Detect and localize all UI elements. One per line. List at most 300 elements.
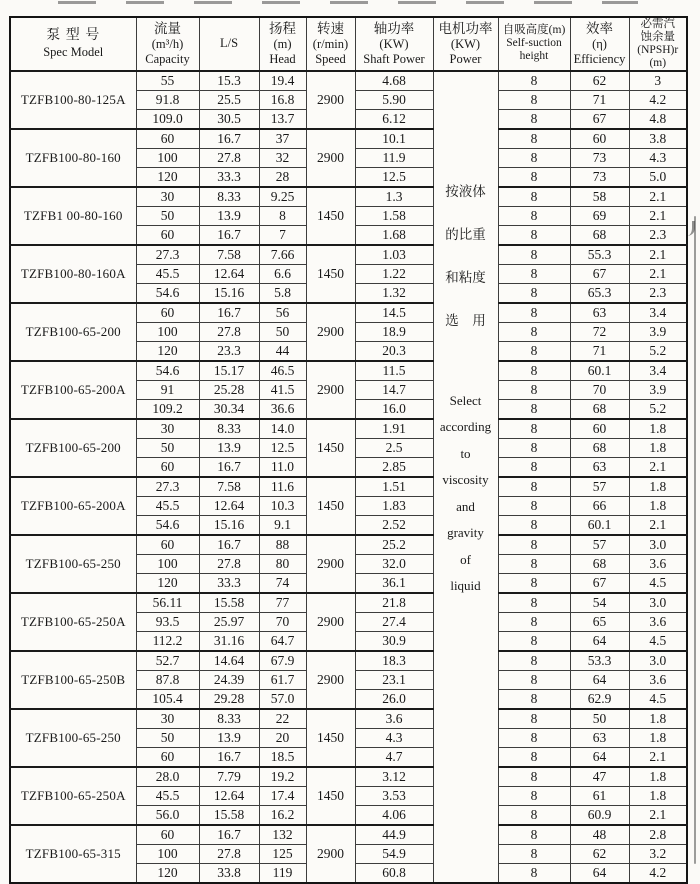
cell-head: 20 <box>259 728 306 747</box>
cell-efficiency: 50 <box>570 709 629 729</box>
cell-efficiency: 60.9 <box>570 805 629 825</box>
cell-capacity: 109.2 <box>136 399 199 419</box>
cell-head: 16.2 <box>259 805 306 825</box>
cell-head: 32 <box>259 148 306 167</box>
cell-self-suction: 8 <box>498 148 570 167</box>
cell-shaft-power: 23.1 <box>355 670 433 689</box>
cell-capacity: 30 <box>136 419 199 439</box>
cell-efficiency: 53.3 <box>570 651 629 671</box>
cell-model: TZFB100-80-160 <box>10 129 136 187</box>
col-header-head <box>259 17 306 71</box>
cell-capacity: 60 <box>136 303 199 323</box>
cell-npsh: 3.2 <box>629 844 687 863</box>
cell-npsh: 2.1 <box>629 515 687 535</box>
cell-self-suction: 8 <box>498 303 570 323</box>
cell-head: 7 <box>259 225 306 245</box>
cell-head: 9.25 <box>259 187 306 207</box>
cell-efficiency: 65.3 <box>570 283 629 303</box>
cell-efficiency: 62.9 <box>570 689 629 709</box>
cell-self-suction: 8 <box>498 573 570 593</box>
cell-head: 9.1 <box>259 515 306 535</box>
cell-self-suction: 8 <box>498 361 570 381</box>
cell-shaft-power: 12.5 <box>355 167 433 187</box>
note-line: liquid <box>450 578 481 593</box>
cell-ls: 24.39 <box>199 670 259 689</box>
cell-npsh: 3 <box>629 71 687 91</box>
note-line: of <box>460 551 471 567</box>
cell-npsh: 3.4 <box>629 303 687 323</box>
cell-speed: 2900 <box>306 825 355 883</box>
cell-ls: 30.5 <box>199 109 259 129</box>
cell-ls: 16.7 <box>199 825 259 845</box>
cell-capacity: 55 <box>136 71 199 91</box>
cell-npsh: 1.8 <box>629 767 687 787</box>
cell-head: 12.5 <box>259 438 306 457</box>
cell-capacity: 52.7 <box>136 651 199 671</box>
cell-efficiency: 63 <box>570 728 629 747</box>
cell-efficiency: 63 <box>570 457 629 477</box>
cell-self-suction: 8 <box>498 805 570 825</box>
cell-self-suction: 8 <box>498 283 570 303</box>
cell-npsh: 3.6 <box>629 670 687 689</box>
header-text: Speed <box>315 51 346 66</box>
cell-efficiency: 65 <box>570 612 629 631</box>
col-header-capacity <box>136 17 199 71</box>
cell-head: 6.6 <box>259 264 306 283</box>
cell-capacity: 100 <box>136 148 199 167</box>
cell-self-suction: 8 <box>498 496 570 515</box>
cell-capacity: 60 <box>136 129 199 149</box>
cell-ls: 33.3 <box>199 573 259 593</box>
cell-head: 16.8 <box>259 90 306 109</box>
cell-efficiency: 55.3 <box>570 245 629 265</box>
cell-efficiency: 60 <box>570 419 629 439</box>
cell-head: 74 <box>259 573 306 593</box>
header-text: (KW) <box>450 36 481 51</box>
cell-capacity: 54.6 <box>136 283 199 303</box>
cell-speed: 1450 <box>306 767 355 825</box>
cell-capacity: 56.11 <box>136 593 199 613</box>
col-header-efficiency <box>570 17 629 71</box>
cell-ls: 16.7 <box>199 747 259 767</box>
cell-shaft-power: 36.1 <box>355 573 433 593</box>
cell-shaft-power: 1.03 <box>355 245 433 265</box>
col-header-model <box>10 17 136 71</box>
cell-model: TZFB100-65-200A <box>10 361 136 419</box>
cell-efficiency: 67 <box>570 573 629 593</box>
cell-ls: 27.8 <box>199 554 259 573</box>
cell-shaft-power: 27.4 <box>355 612 433 631</box>
cell-shaft-power: 3.12 <box>355 767 433 787</box>
cell-ls: 16.7 <box>199 303 259 323</box>
cell-shaft-power: 10.1 <box>355 129 433 149</box>
cell-npsh: 4.2 <box>629 863 687 883</box>
cell-npsh: 1.8 <box>629 496 687 515</box>
cell-ls: 25.97 <box>199 612 259 631</box>
cell-shaft-power: 2.85 <box>355 457 433 477</box>
header-text: 自吸高度(m) <box>502 24 566 37</box>
header-text: Power <box>449 51 482 66</box>
cell-ls: 23.3 <box>199 341 259 361</box>
cell-ls: 8.33 <box>199 419 259 439</box>
cell-shaft-power: 26.0 <box>355 689 433 709</box>
cell-shaft-power: 1.58 <box>355 206 433 225</box>
cell-npsh: 2.1 <box>629 747 687 767</box>
table-row <box>10 187 687 207</box>
note-line: 选 用 <box>445 312 486 328</box>
cell-capacity: 91.8 <box>136 90 199 109</box>
header-row <box>10 17 687 71</box>
cell-npsh: 4.3 <box>629 148 687 167</box>
cell-efficiency: 57 <box>570 477 629 497</box>
cell-ls: 15.16 <box>199 283 259 303</box>
cell-efficiency: 73 <box>570 167 629 187</box>
note-line: 的比重 <box>445 226 486 242</box>
cell-speed: 1450 <box>306 477 355 535</box>
header-text: 轴功率 <box>373 21 415 37</box>
cell-model: TZFB100-80-160A <box>10 245 136 303</box>
cell-self-suction: 8 <box>498 71 570 91</box>
cell-ls: 31.16 <box>199 631 259 651</box>
cell-speed: 2900 <box>306 593 355 651</box>
cell-self-suction: 8 <box>498 225 570 245</box>
cell-self-suction: 8 <box>498 90 570 109</box>
cell-capacity: 60 <box>136 457 199 477</box>
cell-capacity: 45.5 <box>136 496 199 515</box>
cell-npsh: 2.3 <box>629 283 687 303</box>
cell-head: 61.7 <box>259 670 306 689</box>
cell-shaft-power: 25.2 <box>355 535 433 555</box>
cell-npsh: 5.0 <box>629 167 687 187</box>
cell-self-suction: 8 <box>498 109 570 129</box>
cell-npsh: 2.3 <box>629 225 687 245</box>
cell-model: TZFB100-65-200 <box>10 303 136 361</box>
motor-power-note <box>434 72 498 882</box>
table-row <box>10 419 687 439</box>
header-text: 泵 型 号 <box>46 28 101 44</box>
cell-capacity: 54.6 <box>136 515 199 535</box>
col-header-npsh <box>629 17 687 71</box>
cell-ls: 7.79 <box>199 767 259 787</box>
cell-ls: 12.64 <box>199 264 259 283</box>
cell-ls: 13.9 <box>199 728 259 747</box>
cell-speed: 2900 <box>306 129 355 187</box>
col-header-speed <box>306 17 355 71</box>
cell-capacity: 60 <box>136 225 199 245</box>
cell-head: 10.3 <box>259 496 306 515</box>
cell-head: 37 <box>259 129 306 149</box>
cell-ls: 33.3 <box>199 167 259 187</box>
cell-efficiency: 68 <box>570 554 629 573</box>
cell-efficiency: 73 <box>570 148 629 167</box>
cell-ls: 7.58 <box>199 477 259 497</box>
cell-efficiency: 72 <box>570 322 629 341</box>
cell-efficiency: 68 <box>570 438 629 457</box>
header-text: (m) <box>649 56 667 69</box>
cell-head: 28 <box>259 167 306 187</box>
cell-speed: 2900 <box>306 535 355 593</box>
cell-efficiency: 68 <box>570 225 629 245</box>
cell-npsh: 3.0 <box>629 651 687 671</box>
cell-model: TZFB100-65-250A <box>10 767 136 825</box>
header-text: L/S <box>219 36 239 51</box>
cell-ls: 33.8 <box>199 863 259 883</box>
cell-head: 80 <box>259 554 306 573</box>
cell-capacity: 45.5 <box>136 786 199 805</box>
cell-npsh: 4.2 <box>629 90 687 109</box>
cell-self-suction: 8 <box>498 631 570 651</box>
cell-npsh: 3.0 <box>629 535 687 555</box>
cell-ls: 15.58 <box>199 593 259 613</box>
cell-self-suction: 8 <box>498 380 570 399</box>
table-row <box>10 593 687 613</box>
cell-efficiency: 57 <box>570 535 629 555</box>
cell-ls: 12.64 <box>199 496 259 515</box>
cell-capacity: 27.3 <box>136 477 199 497</box>
cell-efficiency: 47 <box>570 767 629 787</box>
cell-self-suction: 8 <box>498 322 570 341</box>
cell-self-suction: 8 <box>498 438 570 457</box>
cell-capacity: 28.0 <box>136 767 199 787</box>
cell-npsh: 2.1 <box>629 264 687 283</box>
cell-shaft-power: 1.68 <box>355 225 433 245</box>
cell-head: 19.4 <box>259 71 306 91</box>
cell-shaft-power: 3.6 <box>355 709 433 729</box>
cell-ls: 27.8 <box>199 322 259 341</box>
cell-efficiency: 60.1 <box>570 515 629 535</box>
header-text: 蚀余量 <box>640 30 675 43</box>
cell-ls: 14.64 <box>199 651 259 671</box>
cell-npsh: 3.9 <box>629 380 687 399</box>
header-text: 必需汽 <box>640 18 675 30</box>
cell-ls: 13.9 <box>199 206 259 225</box>
cell-shaft-power: 1.91 <box>355 419 433 439</box>
cell-model: TZFB100-80-125A <box>10 71 136 129</box>
cell-efficiency: 66 <box>570 496 629 515</box>
cell-speed: 1450 <box>306 419 355 477</box>
col-header-self-suction <box>498 17 570 71</box>
cell-efficiency: 69 <box>570 206 629 225</box>
cell-head: 67.9 <box>259 651 306 671</box>
cell-speed: 2900 <box>306 303 355 361</box>
cell-head: 8 <box>259 206 306 225</box>
cell-efficiency: 67 <box>570 264 629 283</box>
note-line: Select <box>449 392 482 408</box>
cell-ls: 16.7 <box>199 457 259 477</box>
header-text: 流量 <box>154 21 181 37</box>
cell-self-suction: 8 <box>498 341 570 361</box>
cell-speed: 2900 <box>306 71 355 129</box>
header-text: Efficiency <box>573 51 626 66</box>
cell-shaft-power: 21.8 <box>355 593 433 613</box>
cell-self-suction: 8 <box>498 129 570 149</box>
cell-shaft-power: 11.5 <box>355 361 433 381</box>
cell-efficiency: 61 <box>570 786 629 805</box>
cell-self-suction: 8 <box>498 786 570 805</box>
col-header-shaft-power <box>355 17 433 71</box>
cell-efficiency: 70 <box>570 380 629 399</box>
cell-npsh: 3.8 <box>629 129 687 149</box>
cell-npsh: 1.8 <box>629 438 687 457</box>
cell-npsh: 2.1 <box>629 245 687 265</box>
cell-shaft-power: 1.22 <box>355 264 433 283</box>
cell-shaft-power: 2.5 <box>355 438 433 457</box>
cell-npsh: 2.8 <box>629 825 687 845</box>
header-text: (m) <box>273 36 292 51</box>
cell-self-suction: 8 <box>498 554 570 573</box>
cell-head: 56 <box>259 303 306 323</box>
cell-self-suction: 8 <box>498 863 570 883</box>
scan-artifact-right-edge <box>694 216 696 864</box>
note-line: to <box>460 445 471 461</box>
header-text: Head <box>269 51 296 66</box>
cell-self-suction: 8 <box>498 709 570 729</box>
cell-self-suction: 8 <box>498 670 570 689</box>
cell-ls: 15.16 <box>199 515 259 535</box>
cell-head: 5.8 <box>259 283 306 303</box>
note-line: viscosity <box>442 472 489 487</box>
cell-self-suction: 8 <box>498 747 570 767</box>
header-text: (r/min) <box>312 36 349 51</box>
cell-ls: 29.28 <box>199 689 259 709</box>
cell-efficiency: 67 <box>570 109 629 129</box>
cell-capacity: 120 <box>136 167 199 187</box>
cell-ls: 16.7 <box>199 129 259 149</box>
cell-ls: 27.8 <box>199 844 259 863</box>
cell-head: 7.66 <box>259 245 306 265</box>
cell-self-suction: 8 <box>498 651 570 671</box>
cell-capacity: 112.2 <box>136 631 199 651</box>
cell-head: 36.6 <box>259 399 306 419</box>
cell-self-suction: 8 <box>498 264 570 283</box>
cell-shaft-power: 2.52 <box>355 515 433 535</box>
cell-self-suction: 8 <box>498 167 570 187</box>
header-text: height <box>519 50 549 63</box>
cell-model: TZFB100-65-315 <box>10 825 136 883</box>
cell-capacity: 100 <box>136 844 199 863</box>
pump-spec-sheet <box>9 16 688 884</box>
cell-head: 64.7 <box>259 631 306 651</box>
cell-model: TZFB100-65-200 <box>10 419 136 477</box>
cell-shaft-power: 6.12 <box>355 109 433 129</box>
scan-artifact-top-edge <box>58 1 638 4</box>
cell-shaft-power: 14.5 <box>355 303 433 323</box>
cell-self-suction: 8 <box>498 612 570 631</box>
cell-ls: 15.17 <box>199 361 259 381</box>
cell-head: 11.6 <box>259 477 306 497</box>
header-text: Capacity <box>145 51 190 66</box>
cell-head: 18.5 <box>259 747 306 767</box>
cell-efficiency: 62 <box>570 71 629 91</box>
cell-shaft-power: 54.9 <box>355 844 433 863</box>
cell-ls: 27.8 <box>199 148 259 167</box>
table-row <box>10 71 687 91</box>
cell-self-suction: 8 <box>498 206 570 225</box>
header-text: Shaft Power <box>363 51 425 66</box>
header-text: (η) <box>592 36 607 51</box>
cell-ls: 15.58 <box>199 805 259 825</box>
cell-head: 132 <box>259 825 306 845</box>
cell-shaft-power: 1.32 <box>355 283 433 303</box>
cell-capacity: 50 <box>136 438 199 457</box>
cell-shaft-power: 11.9 <box>355 148 433 167</box>
header-text: (NPSH)r <box>637 43 679 56</box>
cell-efficiency: 54 <box>570 593 629 613</box>
cell-ls: 8.33 <box>199 709 259 729</box>
cell-capacity: 60 <box>136 535 199 555</box>
cell-capacity: 54.6 <box>136 361 199 381</box>
cell-model: TZFB100-65-250 <box>10 709 136 767</box>
cell-shaft-power: 1.51 <box>355 477 433 497</box>
note-line: gravity <box>447 525 484 540</box>
cell-npsh: 1.8 <box>629 709 687 729</box>
note-line: according <box>439 419 492 434</box>
pump-spec-table <box>9 16 688 884</box>
cell-capacity: 60 <box>136 747 199 767</box>
cell-self-suction: 8 <box>498 399 570 419</box>
cell-npsh: 2.1 <box>629 457 687 477</box>
header-text: 电机功率 <box>438 21 493 37</box>
cell-ls: 25.5 <box>199 90 259 109</box>
cell-npsh: 3.6 <box>629 612 687 631</box>
table-row <box>10 245 687 265</box>
header-text: 效率 <box>586 21 613 37</box>
cell-efficiency: 71 <box>570 341 629 361</box>
cell-ls: 16.7 <box>199 535 259 555</box>
table-row <box>10 129 687 149</box>
cell-shaft-power: 32.0 <box>355 554 433 573</box>
cell-npsh: 3.6 <box>629 554 687 573</box>
cell-shaft-power: 44.9 <box>355 825 433 845</box>
cell-model: TZFB100-65-250A <box>10 593 136 651</box>
cell-ls: 30.34 <box>199 399 259 419</box>
cell-npsh: 4.5 <box>629 689 687 709</box>
cell-head: 19.2 <box>259 767 306 787</box>
cell-motor-power <box>433 71 498 883</box>
cell-shaft-power: 4.3 <box>355 728 433 747</box>
cell-shaft-power: 30.9 <box>355 631 433 651</box>
cell-efficiency: 58 <box>570 187 629 207</box>
motor-power-note-chinese <box>434 170 498 342</box>
cell-ls: 25.28 <box>199 380 259 399</box>
header-text: (KW) <box>379 36 409 51</box>
cell-speed: 1450 <box>306 245 355 303</box>
cell-efficiency: 48 <box>570 825 629 845</box>
cell-self-suction: 8 <box>498 535 570 555</box>
cell-head: 17.4 <box>259 786 306 805</box>
cell-head: 77 <box>259 593 306 613</box>
cell-efficiency: 64 <box>570 670 629 689</box>
note-line: 按液体 <box>445 183 486 199</box>
cell-shaft-power: 18.3 <box>355 651 433 671</box>
cell-shaft-power: 14.7 <box>355 380 433 399</box>
cell-shaft-power: 1.3 <box>355 187 433 207</box>
cell-ls: 7.58 <box>199 245 259 265</box>
note-line: 和粘度 <box>445 269 486 285</box>
cell-head: 11.0 <box>259 457 306 477</box>
cell-self-suction: 8 <box>498 457 570 477</box>
cell-head: 88 <box>259 535 306 555</box>
cell-head: 44 <box>259 341 306 361</box>
cell-head: 50 <box>259 322 306 341</box>
cell-self-suction: 8 <box>498 593 570 613</box>
cell-shaft-power: 60.8 <box>355 863 433 883</box>
cell-npsh: 4.5 <box>629 631 687 651</box>
cell-capacity: 105.4 <box>136 689 199 709</box>
cell-self-suction: 8 <box>498 419 570 439</box>
header-text: Spec Model <box>43 44 104 59</box>
cell-head: 46.5 <box>259 361 306 381</box>
